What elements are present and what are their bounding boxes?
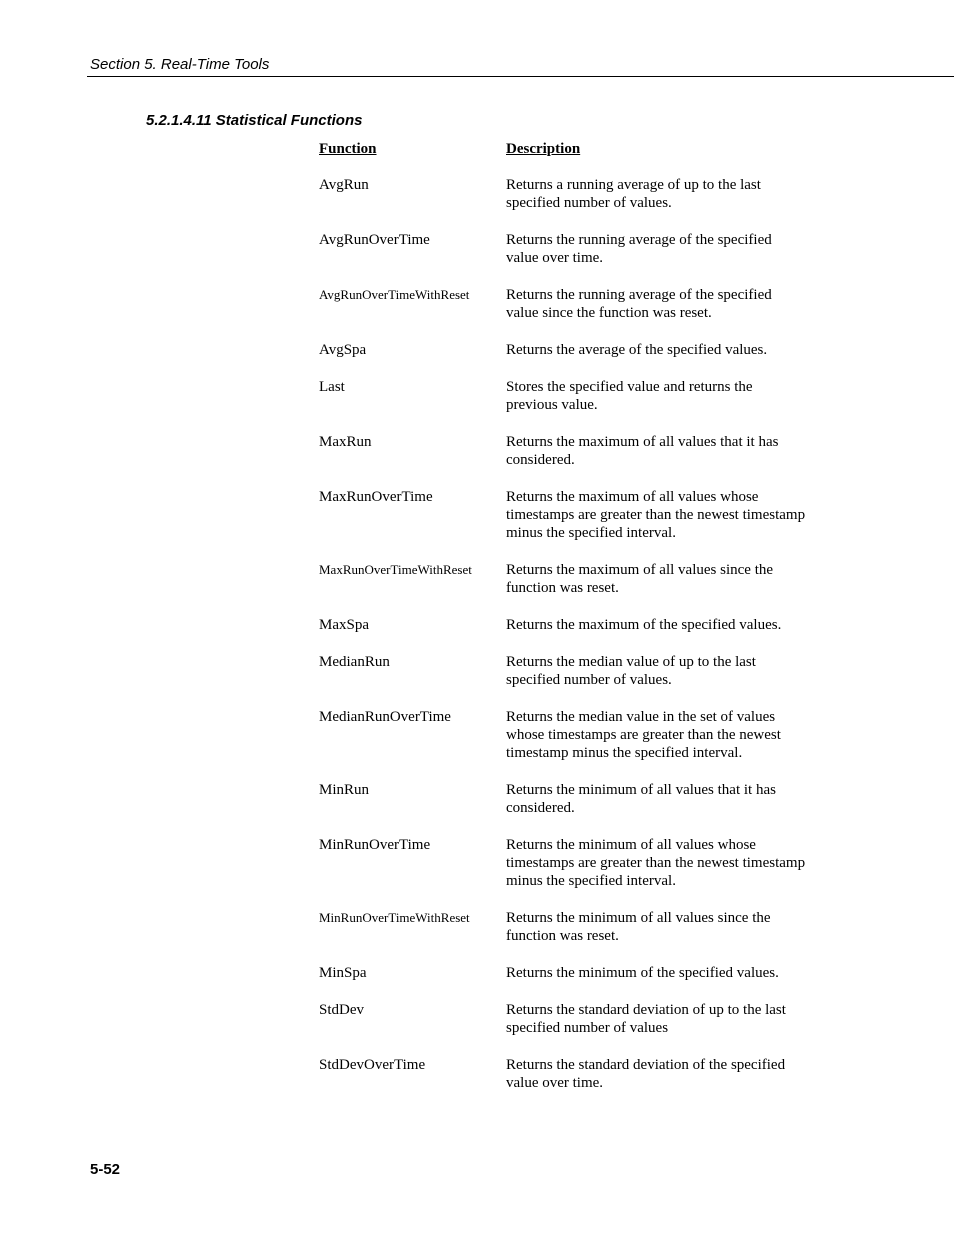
- function-name: Last: [319, 379, 345, 395]
- function-row: [319, 616, 839, 634]
- description-line: considered.: [506, 452, 575, 468]
- function-name: StdDev: [319, 1002, 364, 1018]
- function-name: MinRunOverTime: [319, 837, 431, 853]
- description-line: timestamps are greater than the newest timestamp: [506, 507, 806, 523]
- section-title: 5.2.1.4.11 Statistical Functions: [146, 112, 363, 129]
- description-line: Returns the running average of the specified: [506, 287, 772, 303]
- description-line: timestamps are greater than the newest timestamp: [506, 855, 806, 871]
- function-description: [506, 341, 826, 359]
- function-table: [319, 176, 839, 1092]
- description-line: Returns the median value in the set of values: [506, 709, 776, 725]
- description-line: value over time.: [506, 250, 604, 266]
- function-row: [319, 341, 839, 359]
- function-name: AvgRunOverTime: [319, 232, 430, 248]
- function-row: [319, 378, 839, 414]
- function-row: [319, 561, 839, 597]
- function-description: [506, 653, 826, 689]
- function-description: [506, 1001, 826, 1037]
- description-line: whose timestamps are greater than the newest: [506, 727, 781, 743]
- function-description: [506, 561, 826, 597]
- description-column-header: Description: [506, 141, 581, 157]
- description-line: minus the specified interval.: [506, 525, 676, 541]
- function-row: [319, 1001, 839, 1037]
- description-line: previous value.: [506, 397, 598, 413]
- description-line: specified number of values.: [506, 672, 672, 688]
- description-line: Returns the average of the specified values.: [506, 342, 768, 358]
- function-row: [319, 964, 839, 982]
- function-description: [506, 286, 826, 322]
- function-name: MaxRunOverTimeWithReset: [319, 562, 472, 577]
- description-line: Returns a running average of up to the last: [506, 177, 761, 193]
- description-line: value since the function was reset.: [506, 305, 712, 321]
- function-name: MedianRunOverTime: [319, 709, 451, 725]
- function-row: [319, 231, 839, 267]
- description-line: Returns the running average of the specified: [506, 232, 772, 248]
- function-description: [506, 433, 826, 469]
- function-description: [506, 708, 826, 762]
- description-line: Returns the median value of up to the last: [506, 654, 756, 670]
- description-line: function was reset.: [506, 928, 619, 944]
- header-rule: [87, 76, 954, 77]
- function-name: AvgRun: [319, 177, 369, 193]
- function-row: [319, 836, 839, 890]
- description-line: Returns the maximum of all values whose: [506, 489, 759, 505]
- function-description: [506, 488, 826, 542]
- description-line: Returns the minimum of all values that it has: [506, 782, 776, 798]
- function-name: MinSpa: [319, 965, 367, 981]
- function-row: [319, 909, 839, 945]
- description-line: value over time.: [506, 1075, 604, 1091]
- function-name: MaxRun: [319, 434, 372, 450]
- description-line: minus the specified interval.: [506, 873, 676, 889]
- function-description: [506, 616, 826, 634]
- function-row: [319, 653, 839, 689]
- function-description: [506, 176, 826, 212]
- description-line: Returns the minimum of all values whose: [506, 837, 756, 853]
- function-name: MaxRunOverTime: [319, 489, 433, 505]
- function-description: [506, 964, 826, 982]
- description-line: specified number of values.: [506, 195, 672, 211]
- function-row: [319, 433, 839, 469]
- description-line: Returns the minimum of all values since the: [506, 910, 771, 926]
- description-line: Returns the standard deviation of up to the last: [506, 1002, 786, 1018]
- description-line: Returns the maximum of all values since the: [506, 562, 774, 578]
- function-row: [319, 781, 839, 817]
- description-line: specified number of values: [506, 1020, 669, 1036]
- function-description: [506, 781, 826, 817]
- function-row: [319, 286, 839, 322]
- function-description: [506, 231, 826, 267]
- description-line: considered.: [506, 800, 575, 816]
- function-name: StdDevOverTime: [319, 1057, 426, 1073]
- page-number: 5-52: [90, 1161, 121, 1178]
- description-line: Returns the standard deviation of the specified: [506, 1057, 786, 1073]
- function-name: MaxSpa: [319, 617, 369, 633]
- description-line: function was reset.: [506, 580, 619, 596]
- function-name: MedianRun: [319, 654, 390, 670]
- description-line: timestamp minus the specified interval.: [506, 745, 743, 761]
- function-name: AvgRunOverTimeWithReset: [319, 287, 470, 302]
- function-description: [506, 378, 826, 414]
- description-line: Returns the maximum of all values that it has: [506, 434, 779, 450]
- description-line: Returns the maximum of the specified values.: [506, 617, 782, 633]
- description-line: Stores the specified value and returns the: [506, 379, 753, 395]
- function-row: [319, 708, 839, 762]
- function-description: [506, 836, 826, 890]
- function-column-header: Function: [319, 141, 377, 157]
- function-description: [506, 909, 826, 945]
- function-name: MinRunOverTimeWithReset: [319, 910, 470, 925]
- function-row: [319, 176, 839, 212]
- running-header: Section 5. Real-Time Tools: [90, 56, 270, 73]
- function-description: [506, 1056, 826, 1092]
- function-row: [319, 1056, 839, 1092]
- function-row: [319, 488, 839, 542]
- function-name: MinRun: [319, 782, 370, 798]
- description-line: Returns the minimum of the specified values.: [506, 965, 779, 981]
- function-name: AvgSpa: [319, 342, 367, 358]
